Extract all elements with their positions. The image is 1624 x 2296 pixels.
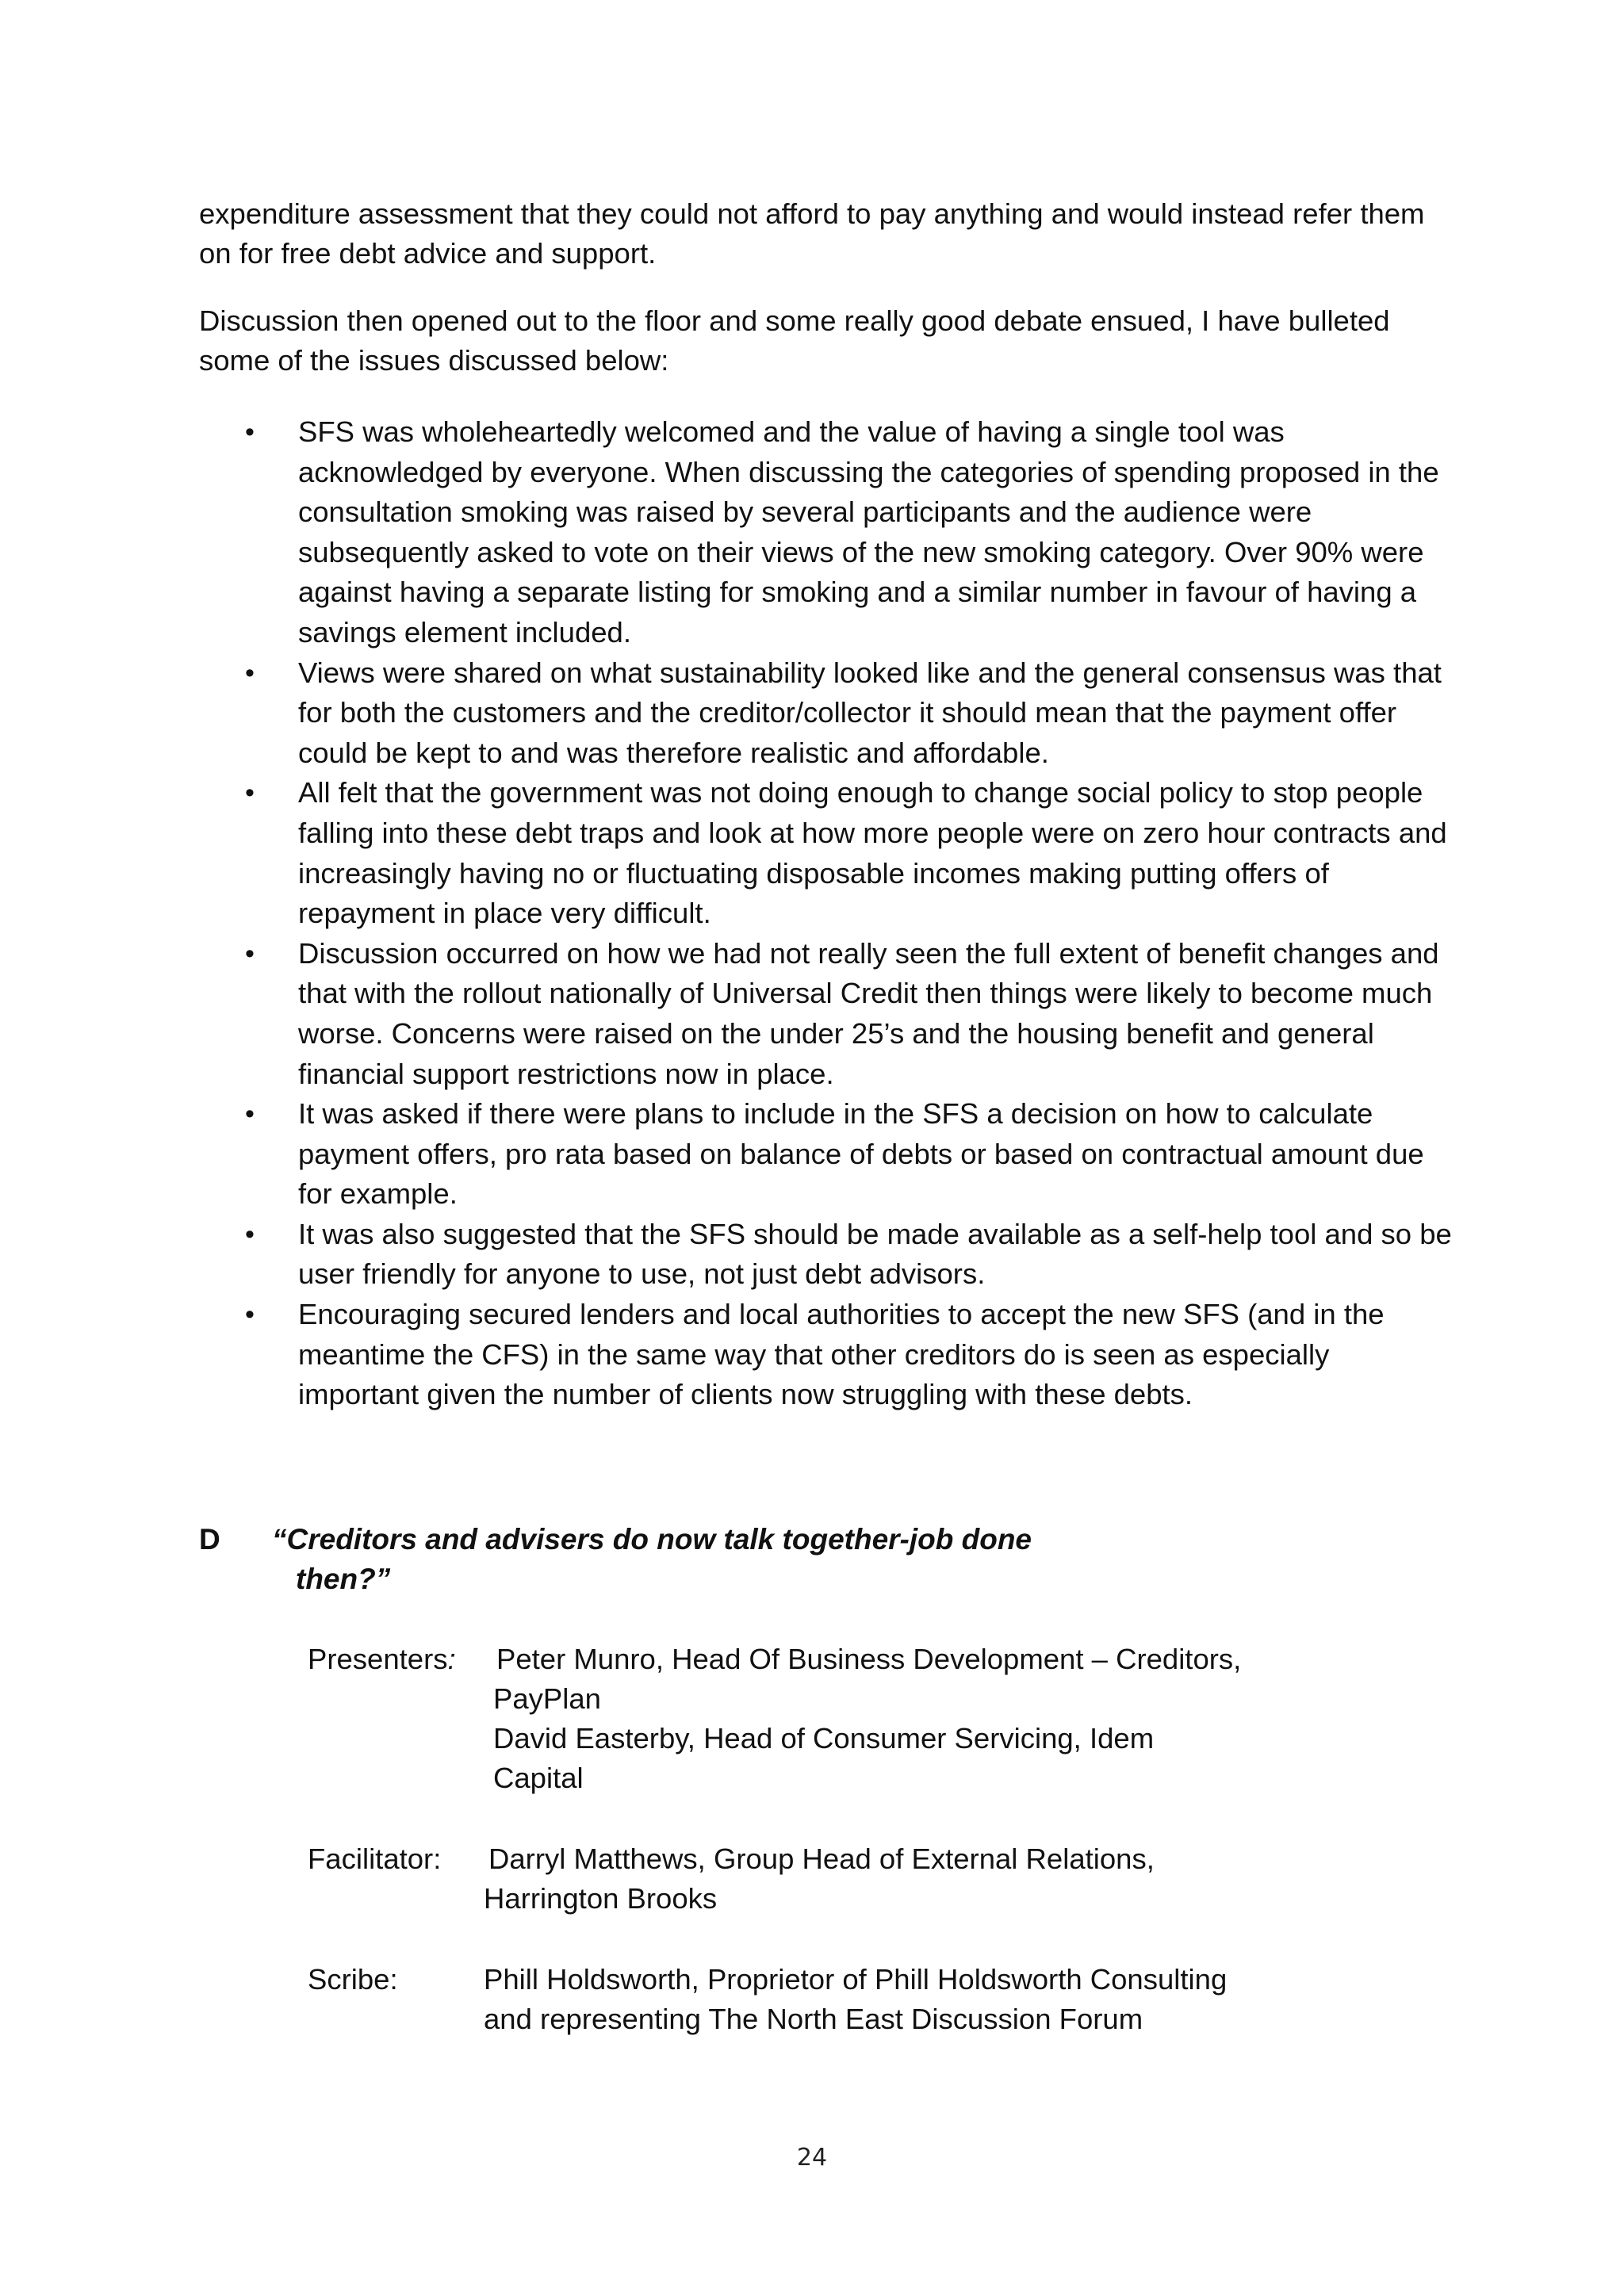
intro-paragraph-2: Discussion then opened out to the floor and some really good debate ensued, I have bulleted some of the issues discussed below: <box>199 304 1390 377</box>
bullet-icon: • <box>245 1099 255 1130</box>
facilitator-label: Facilitator: <box>308 1843 442 1875</box>
bullet-icon: • <box>245 1299 255 1330</box>
list-item: • SFS was wholeheartedly welcomed and the value of having a single tool was acknowledged by everyone. When discussing the categories of spending proposed in the consultation smoking was raised by several participants and the audience were subsequently asked to vote on their views of the new smoking category. Over 90% were against having a separate listing for smoking and a similar number in favour of having a savings element included. <box>199 412 1452 653</box>
list-item: • Encouraging secured lenders and local authorities to accept the new SFS (and in the meantime the CFS) in the same way that other creditors do is seen as especially important given the number of clients now struggling with these debts. <box>199 1295 1452 1415</box>
discussion-bullet-list <box>199 412 1452 1415</box>
list-item: • All felt that the government was not doing enough to change social policy to stop people falling into these debt traps and look at how more people were on zero hour contracts and increasingly having no or fluctuating disposable incomes making putting offers of repayment in place very difficult. <box>199 773 1452 933</box>
facilitator-names: Darryl Matthews, Group Head of External Relations, Harrington Brooks <box>484 1843 1155 1915</box>
scribe-names: Phill Holdsworth, Proprietor of Phill Holdsworth Consulting and representing The North East Discussion Forum <box>484 1963 1228 2035</box>
bullet-icon: • <box>245 417 255 447</box>
section-letter: D <box>199 1523 220 1556</box>
bullet-icon: • <box>245 1219 255 1249</box>
section-title: “Creditors and advisers do now talk together-job done then?” <box>272 1523 1032 1595</box>
intro-paragraph-1: expenditure assessment that they could not afford to pay anything and would instead refer them on for free debt advice and support. <box>199 197 1425 270</box>
list-item: • Discussion occurred on how we had not really seen the full extent of benefit changes and that with the rollout nationally of Universal Credit then things were likely to become much worse. Concerns were raised on the under 25’s and the housing benefit and general financial support restrictions now in place. <box>199 934 1452 1094</box>
list-item: • Views were shared on what sustainability looked like and the general consensus was that for both the customers and the creditor/collector it should mean that the payment offer could be kept to and was therefore realistic and affordable. <box>199 653 1452 774</box>
presenters-label: Presenters: <box>308 1643 456 1675</box>
list-item: • It was also suggested that the SFS should be made available as a self-help tool and so be user friendly for anyone to use, not just debt advisors. <box>199 1215 1452 1295</box>
page-number: 24 <box>796 2144 828 2172</box>
bullet-icon: • <box>245 778 255 809</box>
bullet-icon: • <box>245 657 255 688</box>
presenters-names: Peter Munro, Head Of Business Development – Creditors, PayPlan David Easterby, Head of Consumer Servicing, Idem Capital <box>493 1643 1242 1794</box>
bullet-icon: • <box>245 938 255 969</box>
list-item: • It was asked if there were plans to include in the SFS a decision on how to calculate payment offers, pro rata based on balance of debts or based on contractual amount due for example. <box>199 1094 1452 1215</box>
scribe-label: Scribe: <box>308 1963 398 1996</box>
